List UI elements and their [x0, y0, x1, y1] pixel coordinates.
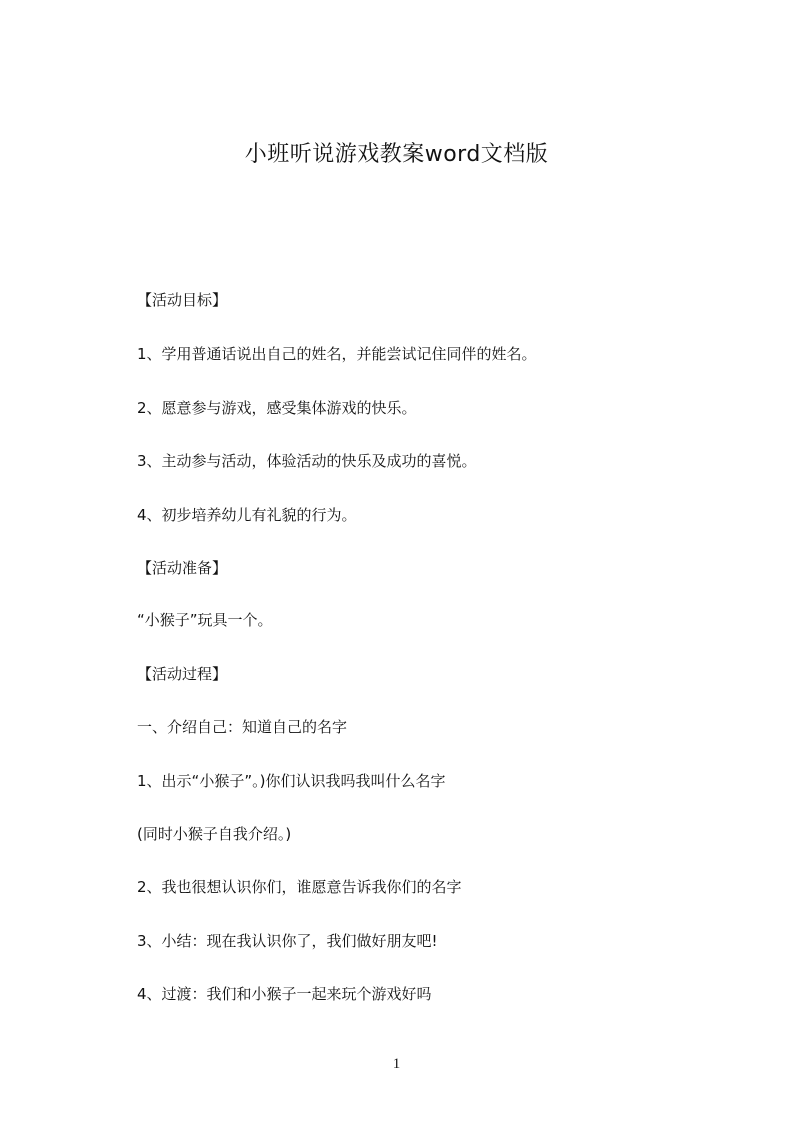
process-item-4: 4、过渡：我们和小猴子一起来玩个游戏好吗: [137, 985, 432, 1003]
process-step-heading: 一、介绍自己：知道自己的名字: [137, 718, 348, 736]
section-heading-goals: 【活动目标】: [137, 291, 228, 309]
section-heading-preparation: 【活动准备】: [137, 559, 228, 577]
document-title: 小班听说游戏教案word文档版: [244, 142, 549, 167]
process-item-1: 1、出示“小猴子”。)你们认识我吗我叫什么名字: [137, 772, 446, 790]
process-item-3: 3、小结：现在我认识你了，我们做好朋友吧!: [137, 932, 438, 950]
process-note: (同时小猴子自我介绍。): [137, 825, 292, 843]
section-heading-process: 【活动过程】: [137, 665, 228, 683]
preparation-item: “小猴子”玩具一个。: [137, 611, 273, 629]
page-number: 1: [392, 1056, 401, 1072]
goal-item-4: 4、初步培养幼儿有礼貌的行为。: [137, 506, 357, 524]
goal-item-2: 2、愿意参与游戏，感受集体游戏的快乐。: [137, 399, 417, 417]
goal-item-1: 1、学用普通话说出自己的姓名，并能尝试记住同伴的姓名。: [137, 345, 537, 363]
process-item-2: 2、我也很想认识你们，谁愿意告诉我你们的名字: [137, 878, 462, 896]
goal-item-3: 3、主动参与活动，体验活动的快乐及成功的喜悦。: [137, 452, 477, 470]
